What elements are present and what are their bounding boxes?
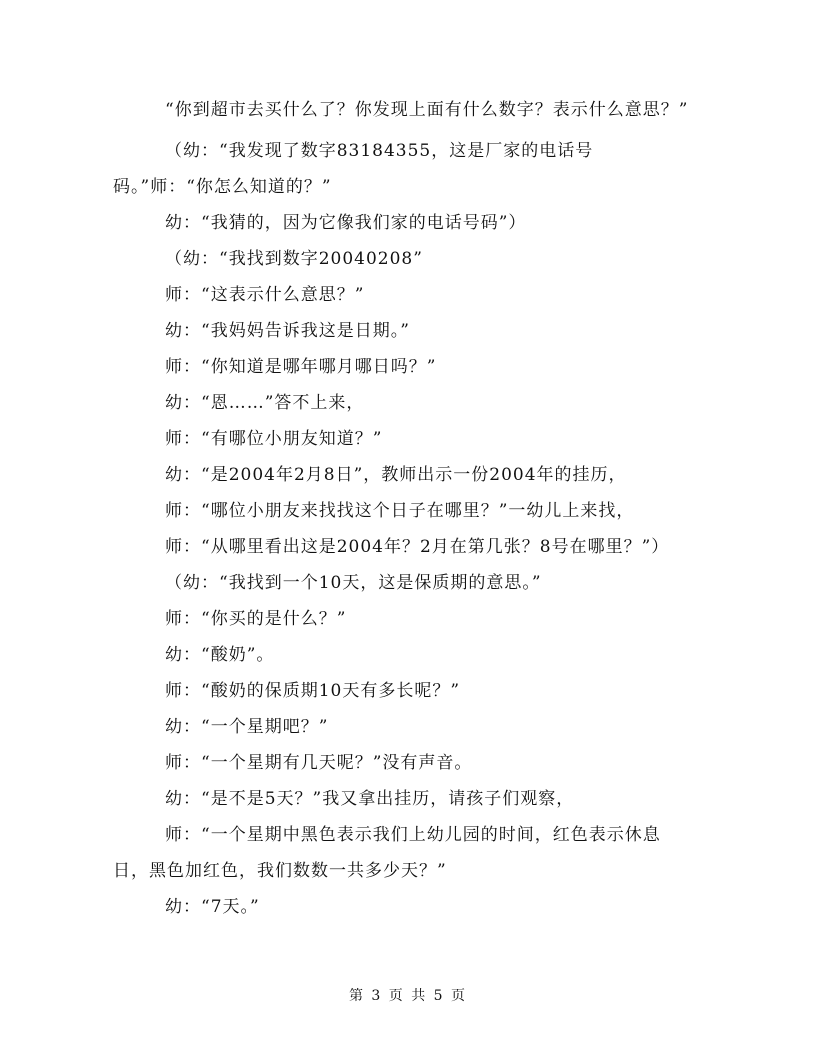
- paragraph-16: 师：“酸奶的保质期10天有多长呢？”: [165, 681, 461, 701]
- paragraph-9: 师：“有哪位小朋友知道？”: [165, 429, 383, 449]
- paragraph-21: 幼：“7天。”: [165, 897, 260, 917]
- paragraph-1: “你到超市去买什么了？你发现上面有什么数字？表示什么意思？”: [165, 100, 689, 120]
- paragraph-20: 师：“一个星期中黑色表示我们上幼儿园的时间，红色表示休息日，黑色加红色，我们数数一共多少天？”: [113, 825, 661, 881]
- paragraph-5: 师：“这表示什么意思？”: [165, 285, 365, 305]
- paragraph-13: （幼：“我找到一个10天，这是保质期的意思。”: [165, 573, 542, 593]
- paragraph-14: 师：“你买的是什么？”: [165, 609, 347, 629]
- page-number-footer: 第 3 页 共 5 页: [348, 988, 468, 1004]
- paragraph-10: 幼：“是2004年2月8日”，教师出示一份2004年的挂历，: [165, 465, 627, 485]
- paragraph-8: 幼：“恩……”答不上来，: [165, 393, 365, 413]
- paragraph-19: 幼：“是不是5天？”我又拿出挂历，请孩子们观察，: [165, 789, 575, 809]
- paragraph-11: 师：“哪位小朋友来找找这个日子在哪里？”一幼儿上来找，: [165, 501, 635, 521]
- paragraph-2: （幼：“我发现了数字83184355，这是厂家的电话号码。”师：“你怎么知道的？”: [113, 141, 594, 197]
- paragraph-4: （幼：“我找到数字20040208”: [165, 249, 423, 269]
- document-body: [113, 92, 693, 925]
- paragraph-3: 幼：“我猜的，因为它像我们家的电话号码”）: [165, 213, 527, 233]
- paragraph-15: 幼：“酸奶”。: [165, 645, 275, 665]
- paragraph-7: 师：“你知道是哪年哪月哪日吗？”: [165, 357, 437, 377]
- paragraph-18: 师：“一个星期有几天呢？”没有声音。: [165, 753, 473, 773]
- paragraph-6: 幼：“我妈妈告诉我这是日期。”: [165, 321, 410, 341]
- paragraph-12: 师：“从哪里看出这是2004年？2月在第几张？8号在哪里？”）: [165, 537, 670, 557]
- paragraph-17: 幼：“一个星期吧？”: [165, 717, 329, 737]
